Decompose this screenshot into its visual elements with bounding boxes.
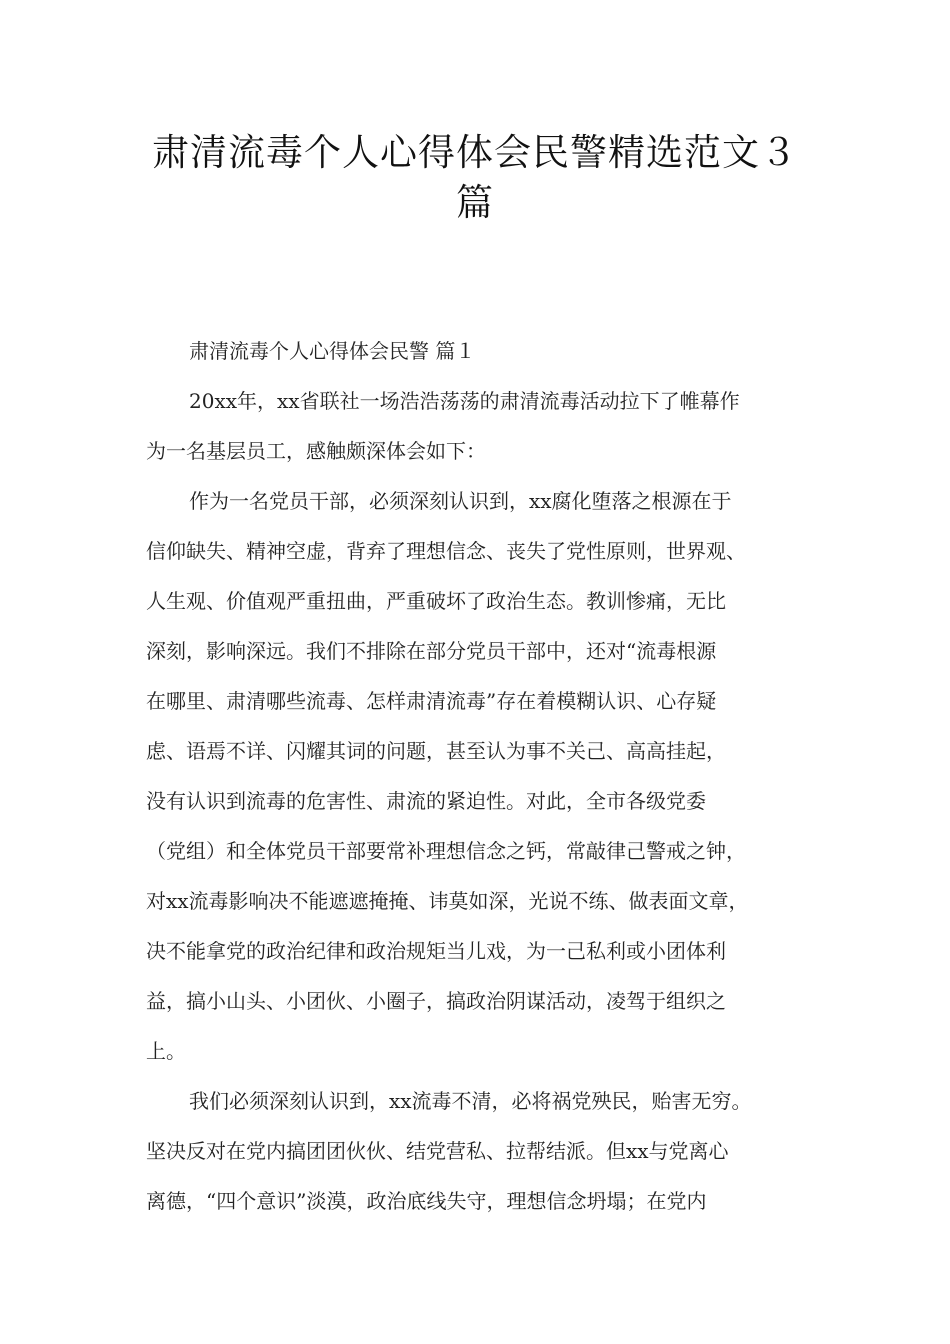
paragraph-line: 人生观、价值观严重扭曲，严重破坏了政治生态。教训惨痛，无比 — [146, 589, 726, 613]
paragraph-line: 信仰缺失、精神空虚，背弃了理想信念、丧失了党性原则，世界观、 — [146, 539, 746, 563]
paragraph-line: 没有认识到流毒的危害性、肃流的紧迫性。对此，全市各级党委 — [146, 789, 706, 813]
paragraph-line: 我们必须深刻认识到，xx流毒不清，必将祸党殃民，贻害无穷。 — [189, 1089, 752, 1113]
paragraph-line: 对xx流毒影响决不能遮遮掩掩、讳莫如深，光说不练、做表面文章， — [146, 889, 749, 913]
section-heading: 肃清流毒个人心得体会民警 篇１ — [189, 339, 476, 363]
paragraph-line: 上。 — [146, 1039, 186, 1063]
document-body — [146, 336, 826, 1236]
paragraph-line: 离德，“四个意识”淡漠，政治底线失守，理想信念坍塌；在党内 — [146, 1189, 707, 1213]
title-line: 篇 — [456, 181, 494, 224]
paragraph-line: 作为一名党员干部，必须深刻认识到，xx腐化堕落之根源在于 — [189, 489, 732, 513]
paragraph-line: 虑、语焉不详、闪耀其词的问题，甚至认为事不关己、高高挂起， — [146, 739, 726, 763]
paragraph-line: 在哪里、肃清哪些流毒、怎样肃清流毒”存在着模糊认识、心存疑 — [146, 689, 717, 713]
paragraph-line: 益，搞小山头、小团伙、小圈子，搞政治阴谋活动，凌驾于组织之 — [146, 989, 726, 1013]
paragraph-line: 深刻，影响深远。我们不排除在部分党员干部中，还对“流毒根源 — [146, 639, 717, 663]
paragraph-line: 坚决反对在党内搞团团伙伙、结党营私、拉帮结派。但xx与党离心 — [146, 1139, 729, 1163]
paragraph-line: 决不能拿党的政治纪律和政治规矩当儿戏，为一己私利或小团体利 — [146, 939, 726, 963]
paragraph-line: 20xx年，xx省联社一场浩浩荡荡的肃清流毒活动拉下了帷幕作 — [189, 389, 740, 413]
paragraph-line: 为一名基层员工，感触颇深体会如下： — [146, 439, 486, 463]
title-line: 肃清流毒个人心得体会民警精选范文３ — [152, 131, 798, 174]
page-title — [120, 128, 830, 228]
paragraph-line: （党组）和全体党员干部要常补理想信念之钙，常敲律己警戒之钟， — [146, 839, 746, 863]
